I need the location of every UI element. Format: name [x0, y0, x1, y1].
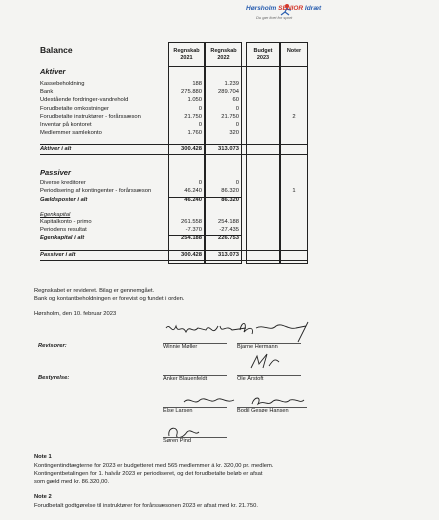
row-label: Forudbetalte instruktører - forårssæson — [40, 113, 141, 120]
gaeld-total-2021: 46.240 — [184, 197, 202, 203]
signature-name-bjarne: Bjarne Hermann — [237, 344, 278, 350]
header-noter: Noter — [286, 48, 302, 54]
note-1-line-2: Kontingentbetalingen for 1. halvår 2023 er periodiseret, og det forudbetalte beløb er afsat — [34, 471, 263, 477]
value-2021: 1.050 — [187, 97, 202, 104]
header-regnskab-2022: Regnskab 2022 — [210, 48, 237, 61]
aktiver-total-label: Aktiver i alt — [40, 146, 72, 152]
note-2-line-1: Forudbetalt godtgørelse til instruktører for forårssæsonen 2023 er afsat med kr. 21.750. — [34, 503, 258, 509]
value-2021: 275.880 — [181, 89, 202, 96]
signature-name-winnie: Winnie Møller — [163, 344, 198, 350]
egenkapital-total-2021: 254.188 — [181, 235, 202, 241]
signature-name-anker: Anker Blauenfeldt — [163, 376, 208, 382]
value-2021: 46.240 — [184, 188, 202, 194]
gaeld-total-2022: 86.320 — [221, 197, 239, 203]
gaeld-total-label: Gældsposter i alt — [40, 197, 88, 203]
value-2022: 21.750 — [221, 113, 239, 120]
note-1-line-3: som gæld med kr. 86.320,00. — [34, 479, 110, 485]
row-label: Kassebeholdning — [40, 81, 85, 87]
value-2022: 86.320 — [221, 188, 239, 194]
row-label: Medlemmer samlekonto — [40, 130, 102, 137]
signature-name-else: Else Larsen — [163, 408, 193, 414]
value-2022: 254.188 — [218, 219, 239, 225]
signature-ole — [245, 350, 285, 372]
row-label: Bank — [40, 89, 54, 96]
logo-text: Hørsholm SENIOR Idræt — [246, 5, 322, 12]
balance-title: Balance — [40, 45, 73, 55]
row-label: Kapitalkonto - primo — [40, 219, 92, 225]
value-2022: 0 — [235, 105, 239, 112]
value-2021: 261.558 — [181, 219, 202, 225]
aktiver-heading: Aktiver — [40, 67, 66, 76]
logo-tagline: Du gør livet for sport — [256, 15, 293, 20]
signature-name-bodil: Bodil Gesøe Hansen — [237, 408, 289, 414]
value-2021: 1.760 — [187, 130, 202, 137]
value-2021: 21.750 — [184, 113, 202, 120]
club-logo — [246, 3, 342, 31]
note-1-title: Note 1 — [34, 454, 52, 460]
aktiver-total-2022: 313.073 — [218, 146, 239, 152]
audit-line-1: Regnskabet er revideret. Bilag er gennemgået. — [34, 288, 155, 294]
value-2021: 188 — [192, 81, 202, 87]
value-2021: 0 — [198, 122, 202, 128]
value-2022: 0 — [235, 122, 239, 128]
place-date: Hørsholm, den 10. februar 2023 — [34, 311, 117, 317]
signature-name-ole: Ole Årstoft — [237, 376, 264, 382]
egenkapital-heading: Egenkapital — [40, 212, 71, 218]
value-2021: 0 — [198, 105, 202, 112]
header-regnskab-2021: Regnskab 2021 — [173, 48, 200, 61]
header-budget-2023: Budget 2023 — [253, 48, 273, 61]
value-2021: -7.370 — [185, 227, 202, 233]
passiver-total-2022: 313.073 — [218, 252, 239, 258]
passiver-heading: Passiver — [40, 168, 71, 177]
row-label: Forudbetalte omkostninger — [40, 105, 109, 112]
egenkapital-total-label: Egenkapital i alt — [40, 235, 85, 241]
value-2022: 320 — [229, 130, 239, 137]
egenkapital-total-2022: 226.753 — [218, 235, 239, 241]
row-label: Periodisering af kontingenter - forårssæson — [40, 188, 152, 194]
aktiver-total-2021: 300.428 — [181, 146, 202, 152]
row-label: Periodens resultat — [40, 227, 87, 233]
bestyrelse-label: Bestyrelse: — [38, 375, 70, 381]
row-label: Inventar på kontoret — [40, 122, 92, 128]
value-2021: 0 — [198, 180, 202, 186]
value-2022: 60 — [232, 97, 239, 104]
value-2022: 289.704 — [218, 89, 239, 96]
audit-line-2: Bank og kontantbeholdningen er forevist og fundet i orden. — [34, 296, 185, 302]
column-noter — [280, 42, 308, 264]
row-label: Diverse kreditorer — [40, 180, 86, 186]
row-label: Udestående fordringer-vandrehold — [40, 97, 129, 104]
note-reference: 1 — [292, 188, 296, 194]
passiver-total-label: Passiver i alt — [40, 252, 76, 258]
value-2022: 1.239 — [224, 81, 239, 87]
signature-bjarne — [236, 318, 326, 344]
signature-name-soren: Søren Pind — [163, 438, 191, 444]
note-2-title: Note 2 — [34, 494, 52, 500]
note-reference: 2 — [292, 113, 296, 120]
column-budget — [246, 42, 280, 264]
revisorer-label: Revisorer: — [38, 343, 67, 349]
note-1-line-1: Kontingentindtægterne for 2023 er budgetteret med 565 medlemmer á kr. 320,00 pr. medlem. — [34, 463, 274, 469]
value-2022: 0 — [235, 180, 239, 186]
passiver-total-2021: 300.428 — [181, 252, 202, 258]
value-2022: -27.435 — [219, 227, 239, 233]
